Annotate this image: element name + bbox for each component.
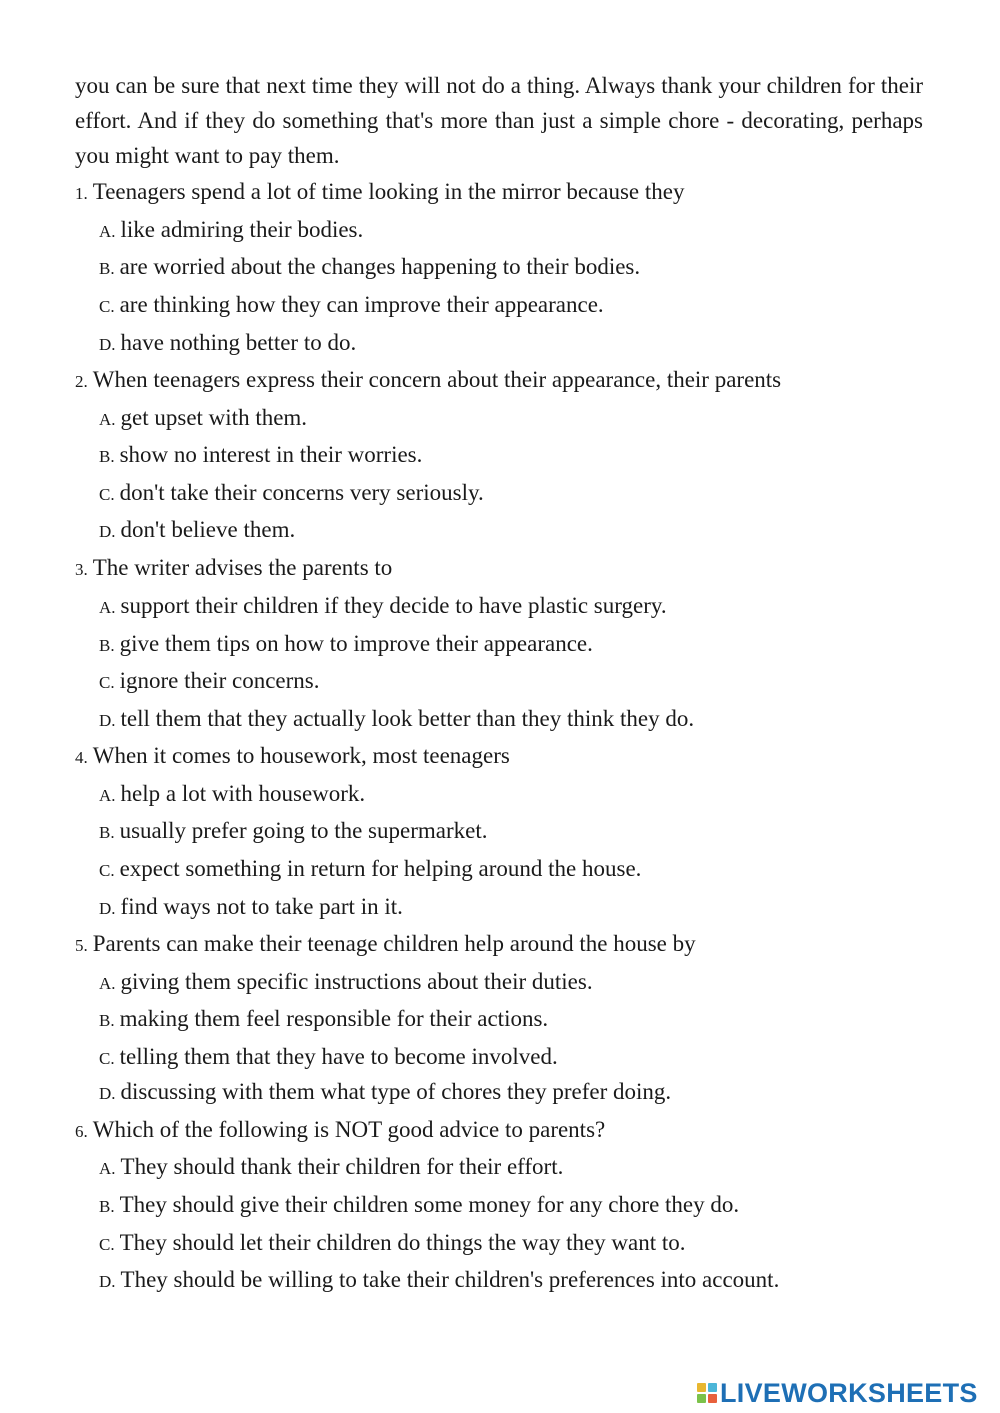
option-text: expect something in return for helping around the house. [119,856,642,881]
option-letter: D . [99,899,116,918]
option-letter: B . [99,823,115,842]
option-6-b[interactable] [99,1191,739,1221]
option-6-d[interactable] [99,1266,779,1296]
option-5-c[interactable] [99,1043,558,1073]
option-4-c[interactable] [99,855,641,885]
question-6 [75,1116,605,1146]
option-1-c[interactable] [99,291,604,321]
question-number: 2 . [75,372,88,391]
option-text: like admiring their bodies. [120,217,364,242]
question-stem: The writer advises the parents to [92,555,393,580]
option-5-b[interactable] [99,1005,548,1035]
option-1-b[interactable] [99,253,640,283]
option-text: tell them that they actually look better than they think they do. [120,706,695,731]
option-text: They should let their children do things the way they want to. [119,1230,686,1255]
option-letter: A . [99,410,116,429]
option-text: usually prefer going to the supermarket. [119,818,488,843]
question-number: 3 . [75,560,88,579]
option-4-d[interactable] [99,893,403,923]
question-stem: Parents can make their teenage children help around the house by [92,931,696,956]
question-number: 1 . [75,184,88,203]
option-text: telling them that they have to become involved. [119,1044,558,1069]
question-stem: When it comes to housework, most teenagers [92,743,510,768]
option-2-b[interactable] [99,441,422,471]
option-3-b[interactable] [99,630,593,660]
option-4-b[interactable] [99,817,487,847]
option-letter: D . [99,1272,116,1291]
option-6-c[interactable] [99,1229,686,1259]
option-text: find ways not to take part in it. [120,894,403,919]
option-3-c[interactable] [99,667,320,697]
option-text: support their children if they decide to have plastic surgery. [120,593,667,618]
option-letter: D . [99,335,116,354]
option-letter: C . [99,485,115,504]
option-text: have nothing better to do. [120,330,357,355]
option-text: are thinking how they can improve their appearance. [119,292,604,317]
question-2 [75,366,781,396]
option-letter: D . [99,711,116,730]
option-4-a[interactable] [99,780,365,810]
question-stem: When teenagers express their concern about their appearance, their parents [92,367,782,392]
option-letter: A . [99,974,116,993]
option-text: are worried about the changes happening to their bodies. [119,254,641,279]
option-letter: B . [99,636,115,655]
option-3-a[interactable] [99,592,667,622]
question-number: 4 . [75,748,88,767]
question-stem: Teenagers spend a lot of time looking in the mirror because they [92,179,685,204]
option-text: ignore their concerns. [119,668,320,693]
option-letter: C . [99,1235,115,1254]
option-letter: D . [99,1084,116,1103]
option-1-a[interactable] [99,216,363,246]
question-stem: Which of the following is NOT good advice to parents? [92,1117,606,1142]
option-5-d[interactable] [99,1078,671,1108]
option-text: They should be willing to take their children's preferences into account. [120,1267,780,1292]
question-number: 5 . [75,936,88,955]
passage-continuation: you can be sure that next time they will not do a thing. Always thank your children for their effort. And if they do something that's more than just a simple chore - decorating, perhaps you might want to pay them. [75,73,923,168]
option-2-c[interactable] [99,479,484,509]
option-3-d[interactable] [99,705,694,735]
question-3 [75,554,392,584]
option-text: don't take their concerns very seriously. [119,480,484,505]
question-number: 6 . [75,1122,88,1141]
option-text: giving them specific instructions about their duties. [120,969,593,994]
option-text: get upset with them. [120,405,308,430]
liveworksheets-watermark [697,1375,978,1411]
option-text: help a lot with housework. [120,781,366,806]
option-text: They should give their children some money for any chore they do. [119,1192,740,1217]
option-letter: B . [99,447,115,466]
option-text: They should thank their children for their effort. [120,1154,564,1179]
option-text: don't believe them. [120,517,296,542]
option-5-a[interactable] [99,968,593,998]
option-text: discussing with them what type of chores they prefer doing. [120,1079,672,1104]
option-letter: A . [99,222,116,241]
option-2-d[interactable] [99,516,295,546]
question-4 [75,742,510,772]
option-text: give them tips on how to improve their appearance. [119,631,593,656]
question-1 [75,178,684,208]
option-text: show no interest in their worries. [119,442,423,467]
option-letter: B . [99,1011,115,1030]
option-letter: C . [99,1049,115,1068]
option-letter: C . [99,297,115,316]
option-letter: A . [99,598,116,617]
option-6-a[interactable] [99,1153,563,1183]
option-letter: B . [99,259,115,278]
option-letter: D . [99,522,116,541]
brand-name: LIVEWORKSHEETS [720,1377,978,1408]
option-letter: C . [99,673,115,692]
question-5 [75,930,696,960]
option-1-d[interactable] [99,329,356,359]
option-letter: B . [99,1197,115,1216]
option-2-a[interactable] [99,404,307,434]
option-letter: A . [99,1159,116,1178]
option-text: making them feel responsible for their actions. [119,1006,549,1031]
option-letter: A . [99,786,116,805]
liveworksheets-logo-icon [697,1383,717,1403]
option-letter: C . [99,861,115,880]
